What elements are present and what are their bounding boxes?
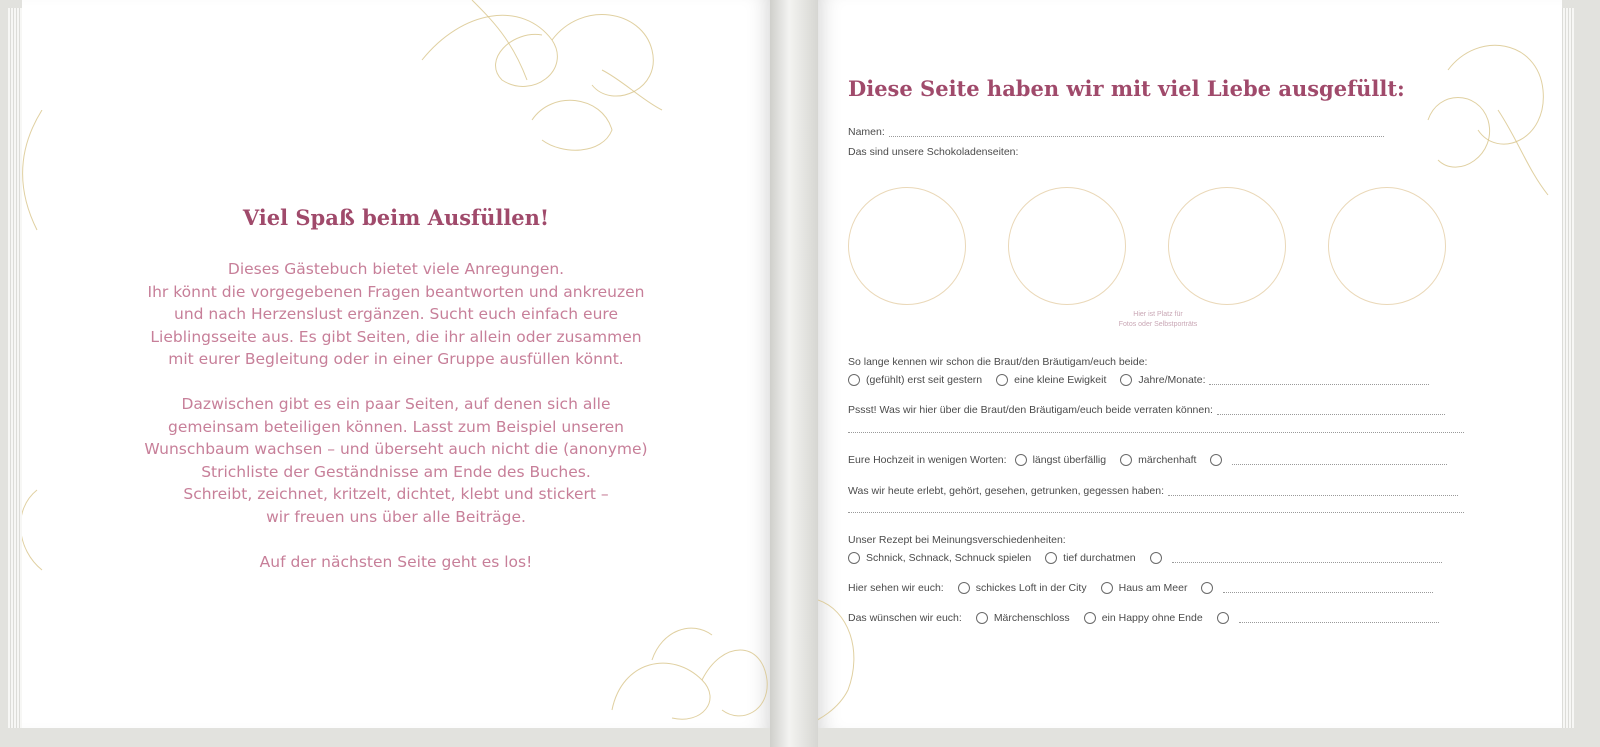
intro-line: Strichliste der Geständnisse am Ende des Buches. [201, 462, 591, 481]
know-option[interactable] [848, 374, 982, 386]
form-heading: Diese Seite haben wir mit viel Liebe ausgefüllt: [848, 76, 1405, 101]
intro-line: und nach Herzenslust ergänzen. Sucht euch einfach eure [174, 305, 618, 324]
photo-caption-line: Hier ist Platz für [1133, 311, 1183, 318]
floral-decoration-bottom [592, 600, 770, 728]
words-label: Eure Hochzeit in wenigen Worten: [848, 454, 1007, 466]
option-label: Märchenschloss [993, 612, 1070, 624]
radio-circle[interactable] [976, 612, 988, 624]
intro-body [122, 258, 670, 595]
wish-label: Das wünschen wir euch: [848, 612, 962, 624]
see-option[interactable] [1201, 582, 1219, 594]
see-field[interactable] [1223, 583, 1433, 593]
wish-option[interactable] [1217, 612, 1235, 624]
radio-circle[interactable] [1045, 552, 1057, 564]
radio-circle[interactable] [1150, 552, 1162, 564]
intro-line: Dieses Gästebuch bietet viele Anregungen. [227, 260, 565, 278]
see-option[interactable] [1101, 582, 1188, 594]
recipe-option[interactable] [848, 552, 1031, 564]
intro-paragraph [122, 258, 670, 371]
today-question [848, 485, 1458, 497]
wish-option[interactable] [1084, 612, 1203, 624]
radio-circle[interactable] [1120, 454, 1132, 466]
intro-paragraph [122, 393, 670, 529]
intro-line: Ihr könnt die vorgegebenen Fragen beantworten und ankreuzen [147, 282, 645, 301]
floral-decoration-bottom-left [818, 580, 878, 728]
see-label: Hier sehen wir euch: [848, 582, 944, 594]
recipe-label: Unser Rezept bei Meinungsverschiedenheiten: [848, 534, 1066, 546]
photo-caption [1078, 310, 1238, 330]
option-label: tief durchatmen [1063, 552, 1136, 564]
photo-circle[interactable] [1328, 187, 1446, 305]
recipe-option[interactable] [1150, 552, 1168, 564]
intro-line: Auf der nächsten Seite geht es los! [259, 552, 533, 571]
intro-line: Schreibt, zeichnet, kritzelt, dichtet, klebt und stickert – [183, 485, 609, 504]
intro-line: wir freuen uns über alle Beiträge. [266, 507, 526, 526]
book-spine [770, 0, 818, 747]
radio-circle[interactable] [1201, 582, 1213, 594]
option-label: Haus am Meer [1118, 582, 1188, 594]
names-label: Namen: [848, 126, 885, 138]
know-option[interactable] [1120, 374, 1205, 386]
intro-line: gemeinsam beteiligen können. Lasst zum Beispiel unseren [168, 417, 624, 436]
know-option[interactable] [996, 374, 1106, 386]
radio-circle[interactable] [1101, 582, 1113, 594]
today-field-line[interactable] [848, 511, 1464, 513]
option-label: ein Happy ohne Ende [1101, 612, 1203, 624]
radio-circle[interactable] [1217, 612, 1229, 624]
recipe-options [848, 552, 1442, 564]
recipe-option[interactable] [1045, 552, 1135, 564]
words-option[interactable] [1120, 454, 1196, 466]
floral-decoration-right [1418, 30, 1558, 200]
words-question [848, 454, 1447, 466]
floral-decoration-edge [22, 110, 52, 580]
photo-caption-line: Fotos oder Selbstporträts [1118, 321, 1198, 328]
see-question [848, 582, 1433, 594]
secret-field-line[interactable] [848, 431, 1464, 433]
option-label: märchenhaft [1138, 454, 1197, 466]
option-label: eine kleine Ewigkeit [1014, 374, 1107, 386]
wish-option[interactable] [976, 612, 1070, 624]
recipe-question [848, 534, 1066, 546]
radio-circle[interactable] [1210, 454, 1222, 466]
intro-paragraph [122, 551, 670, 574]
radio-circle[interactable] [848, 374, 860, 386]
words-field[interactable] [1232, 455, 1447, 465]
radio-circle[interactable] [1084, 612, 1096, 624]
option-label: längst überfällig [1032, 454, 1107, 466]
photo-circle[interactable] [1168, 187, 1286, 305]
floral-decoration-top [402, 0, 682, 160]
radio-circle[interactable] [1015, 454, 1027, 466]
page-edges-right [1560, 8, 1574, 728]
intro-line: Dazwischen gibt es ein paar Seiten, auf denen sich alle [181, 394, 611, 413]
secret-question [848, 404, 1445, 416]
radio-circle[interactable] [1120, 374, 1132, 386]
secret-label: Pssst! Was wir hier über die Braut/den Bräutigam/euch beide verraten können: [848, 404, 1213, 416]
see-option[interactable] [958, 582, 1087, 594]
know-label: So lange kennen wir schon die Braut/den Bräutigam/euch beide: [848, 356, 1148, 368]
right-page [818, 0, 1562, 728]
left-page [22, 0, 770, 728]
photo-circle[interactable] [1008, 187, 1126, 305]
today-field[interactable] [1168, 486, 1458, 496]
option-label: (gefühlt) erst seit gestern [866, 374, 983, 386]
know-question [848, 356, 1147, 368]
intro-line: mit eurer Begleitung oder in einer Gruppe ausfüllen könnt. [168, 350, 624, 369]
option-label: Jahre/Monate: [1138, 374, 1206, 386]
photo-circle[interactable] [848, 187, 966, 305]
know-options [848, 374, 1429, 386]
intro-line: Wunschbaum wachsen – und überseht auch nicht die (anonyme) [144, 440, 648, 459]
radio-circle[interactable] [958, 582, 970, 594]
words-option[interactable] [1015, 454, 1107, 466]
option-label: Schnick, Schnack, Schnuck spielen [866, 552, 1032, 564]
schoko-label: Das sind unsere Schokoladenseiten: [848, 146, 1019, 158]
today-label: Was wir heute erlebt, gehört, gesehen, getrunken, gegessen haben: [848, 485, 1164, 497]
names-row [848, 126, 1384, 138]
names-field[interactable] [889, 127, 1384, 137]
secret-field[interactable] [1217, 405, 1445, 415]
radio-circle[interactable] [996, 374, 1008, 386]
intro-line: Lieblingsseite aus. Es gibt Seiten, die ihr allein oder zusammen [150, 327, 642, 346]
words-option[interactable] [1210, 454, 1228, 466]
intro-heading: Viel Spaß beim Ausfüllen! [242, 205, 550, 230]
wish-field[interactable] [1239, 613, 1439, 623]
know-field[interactable] [1209, 375, 1429, 385]
recipe-field[interactable] [1172, 553, 1442, 563]
wish-question [848, 612, 1439, 624]
radio-circle[interactable] [848, 552, 860, 564]
option-label: schickes Loft in der City [975, 582, 1087, 594]
schoko-row [848, 146, 1018, 158]
